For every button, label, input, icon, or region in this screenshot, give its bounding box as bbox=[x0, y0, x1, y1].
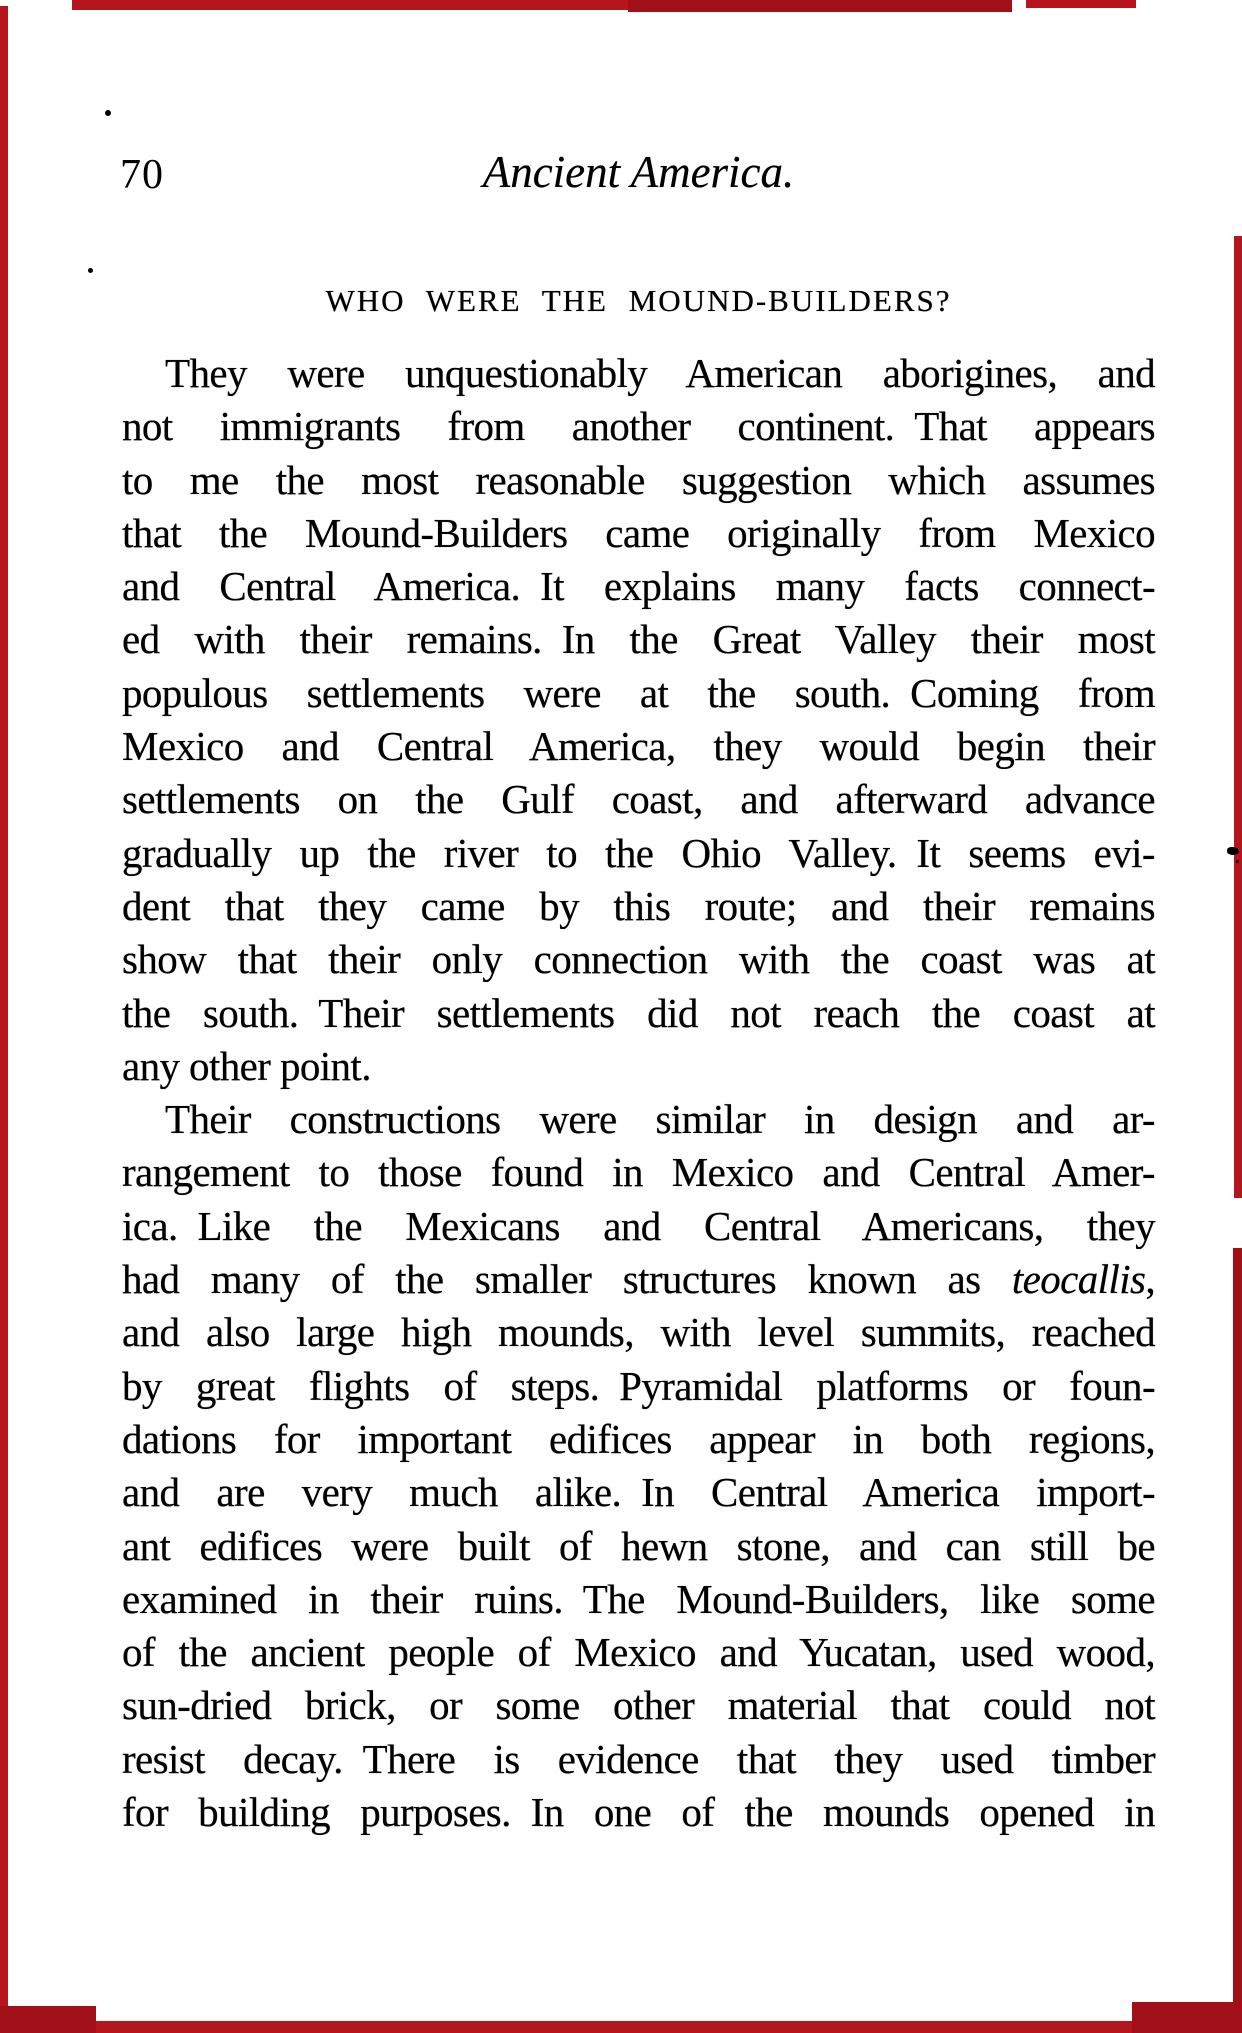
text-line: by great flights of steps. Pyramidal platforms or foun- bbox=[122, 1362, 1155, 1409]
ink-speck bbox=[1236, 860, 1239, 863]
text-line: Mexico and Central America, they would begin their bbox=[122, 723, 1155, 770]
paragraph bbox=[122, 1093, 1155, 1839]
scan-edge-bottom bbox=[0, 2006, 96, 2033]
text-line: dations for important edifices appear in both regions, bbox=[122, 1415, 1155, 1462]
scan-edge-top bbox=[72, 0, 628, 10]
ink-speck bbox=[88, 268, 93, 273]
page-number: 70 bbox=[120, 152, 164, 198]
text-line: ed with their remains. In the Great Valley their most bbox=[122, 616, 1155, 663]
text-line: not immigrants from another continent. That appears bbox=[122, 403, 1155, 450]
running-head: Ancient America. bbox=[482, 147, 795, 197]
text-line: for building purposes. In one of the mounds opened in bbox=[122, 1789, 1155, 1836]
ink-speck bbox=[1227, 847, 1239, 855]
text-line: of the ancient people of Mexico and Yucatan, used wood, bbox=[122, 1629, 1155, 1676]
scan-edge-left bbox=[0, 6, 8, 2033]
body-text bbox=[122, 347, 1155, 1839]
text-line: dent that they came by this route; and their remains bbox=[122, 882, 1155, 929]
section-heading: WHO WERE THE MOUND-BUILDERS? bbox=[325, 283, 952, 318]
scan-edge-right bbox=[1233, 1248, 1242, 2033]
text-line: to me the most reasonable suggestion which assumes bbox=[122, 456, 1155, 503]
text-line: the south. Their settlements did not reach the coast at bbox=[122, 989, 1155, 1036]
scan-edge-top bbox=[628, 0, 1012, 12]
text-line: that the Mound-Builders came originally from Mexico bbox=[122, 509, 1155, 556]
scan-edge-bottom bbox=[58, 2021, 1138, 2033]
scan-edge-bottom bbox=[1132, 2002, 1242, 2033]
scan-edge-right bbox=[1234, 236, 1242, 1198]
text-line: rangement to those found in Mexico and Central Amer- bbox=[122, 1149, 1155, 1196]
text-line: sun-dried brick, or some other material that could not bbox=[122, 1682, 1155, 1729]
text-line: populous settlements were at the south. Coming from bbox=[122, 669, 1155, 716]
text-line: and are very much alike. In Central America import- bbox=[122, 1469, 1155, 1516]
text-line: ica. Like the Mexicans and Central Americans, they bbox=[122, 1202, 1155, 1249]
text-line: had many of the smaller structures known as teocallis, bbox=[122, 1256, 1155, 1303]
text-line: examined in their ruins. The Mound-Builders, like some bbox=[122, 1575, 1155, 1622]
text-line: and Central America. It explains many facts connect- bbox=[122, 563, 1155, 610]
scan-edge-top bbox=[1026, 0, 1136, 8]
text-line: ant edifices were built of hewn stone, and can still be bbox=[122, 1522, 1155, 1569]
paragraph bbox=[122, 347, 1155, 1093]
text-line: Their constructions were similar in design and ar- bbox=[165, 1096, 1155, 1143]
text-line: They were unquestionably American aborigines, and bbox=[165, 350, 1155, 396]
text-line: show that their only connection with the coast was at bbox=[122, 936, 1155, 983]
text-line: resist decay. There is evidence that they used timber bbox=[122, 1735, 1155, 1782]
text-line: and also large high mounds, with level summits, reached bbox=[122, 1309, 1155, 1356]
ink-speck bbox=[105, 110, 111, 116]
text-line: gradually up the river to the Ohio Valley. It seems evi- bbox=[122, 829, 1155, 876]
text-line: settlements on the Gulf coast, and afterward advance bbox=[122, 776, 1155, 823]
text-line: any other point. bbox=[122, 1042, 371, 1089]
